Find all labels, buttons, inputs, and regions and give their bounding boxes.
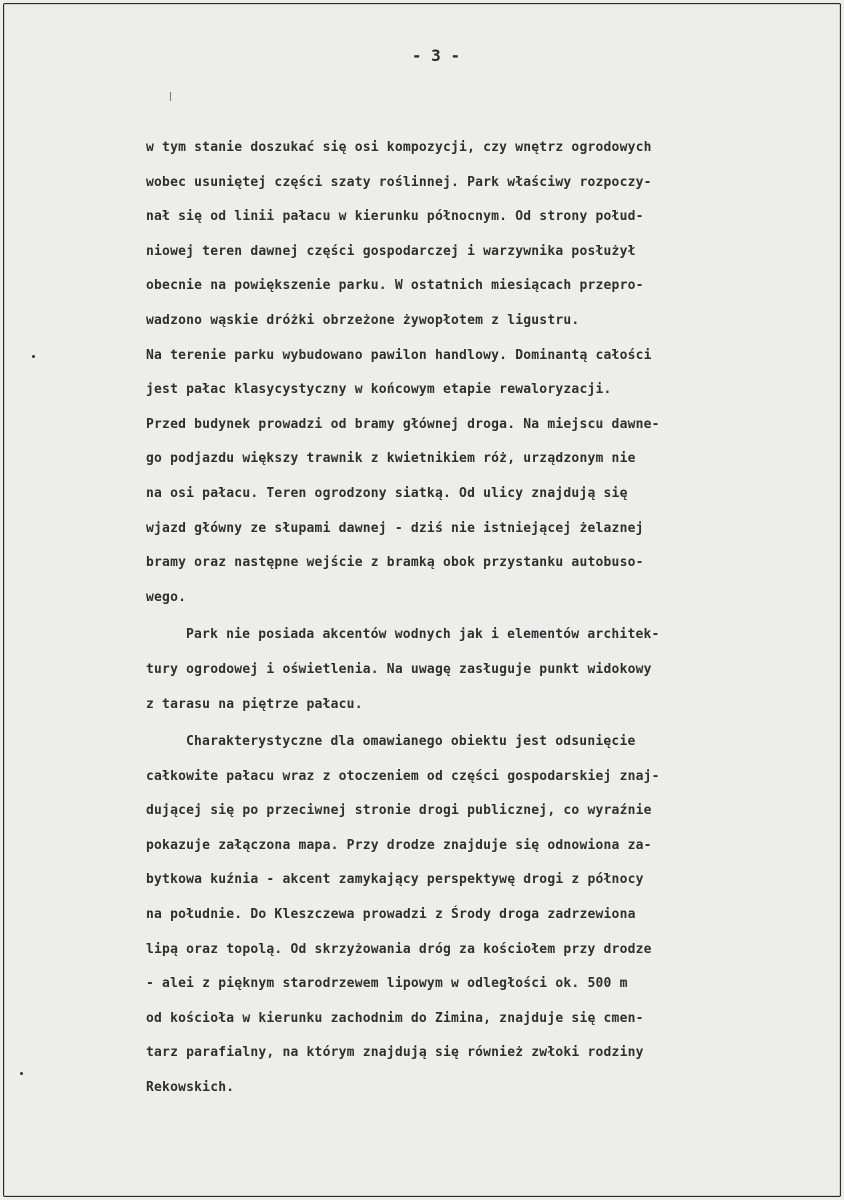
text-line: bytkowa kuźnia - akcent zamykający perspektywę drogi z północy bbox=[146, 872, 644, 888]
text-line: lipą oraz topolą. Od skrzyżowania dróg za kościołem przy drodze bbox=[146, 941, 652, 957]
text-line: całkowite pałacu wraz z otoczeniem od części gospodarskiej znaj- bbox=[146, 768, 660, 784]
text-line: nał się od linii pałacu w kierunku północnym. Od strony połud- bbox=[146, 209, 644, 225]
text-line: - alei z pięknym starodrzewem lipowym w odległości ok. 500 m bbox=[146, 976, 628, 992]
text-line: Przed budynek prowadzi od bramy głównej droga. Na miejscu dawne- bbox=[146, 416, 660, 432]
page-number: - 3 - bbox=[411, 46, 461, 65]
text-line: Park nie posiada akcentów wodnych jak i elementów architek- bbox=[186, 627, 660, 643]
text-line: tarz parafialny, na którym znajdują się również zwłoki rodziny bbox=[146, 1045, 644, 1061]
typewritten-text bbox=[146, 131, 826, 1106]
text-line: Charakterystyczne dla omawianego obiektu jest odsunięcie bbox=[186, 734, 636, 750]
text-line: wadzono wąskie dróżki obrzeżone żywopłotem z ligustru. bbox=[146, 312, 580, 328]
text-line: od kościoła w kierunku zachodnim do Zimina, znajduje się cmen- bbox=[146, 1010, 644, 1026]
text-line: wobec usuniętej części szaty roślinnej. Park właściwy rozpoczy- bbox=[146, 174, 652, 190]
text-line: na południe. Do Kleszczewa prowadzi z Środy droga zadrzewiona bbox=[146, 907, 636, 923]
text-line: bramy oraz następne wejście z bramką obok przystanku autobuso- bbox=[146, 555, 644, 571]
text-line: dującej się po przeciwnej stronie drogi publicznej, co wyraźnie bbox=[146, 803, 652, 819]
margin-dot bbox=[32, 355, 35, 358]
text-line: obecnie na powiększenie parku. W ostatnich miesiącach przepro- bbox=[146, 278, 644, 294]
text-line: jest pałac klasycystyczny w końcowym etapie rewaloryzacji. bbox=[146, 382, 612, 398]
text-line: Na terenie parku wybudowano pawilon handlowy. Dominantą całości bbox=[146, 347, 652, 363]
text-line: tury ogrodowej i oświetlenia. Na uwagę zasługuje punkt widokowy bbox=[146, 661, 652, 677]
text-line: z tarasu na piętrze pałacu. bbox=[146, 696, 363, 712]
text-line: go podjazdu większy trawnik z kwietnikiem róż, urządzonym nie bbox=[146, 451, 636, 467]
text-line: wego. bbox=[146, 589, 187, 605]
margin-dot bbox=[20, 1072, 23, 1075]
text-line: niowej teren dawnej części gospodarczej i warzywnika posłużył bbox=[146, 243, 636, 259]
text-line: pokazuje załączona mapa. Przy drodze znajduje się odnowiona za- bbox=[146, 837, 652, 853]
text-line: Rekowskich. bbox=[146, 1080, 235, 1096]
text-line: w tym stanie doszukać się osi kompozycji, czy wnętrz ogrodowych bbox=[146, 140, 652, 155]
text-line: wjazd główny ze słupami dawnej - dziś nie istniejącej żelaznej bbox=[146, 520, 644, 536]
margin-tick bbox=[170, 92, 171, 101]
text-line: na osi pałacu. Teren ogrodzony siatką. Od ulicy znajdują się bbox=[146, 485, 628, 501]
